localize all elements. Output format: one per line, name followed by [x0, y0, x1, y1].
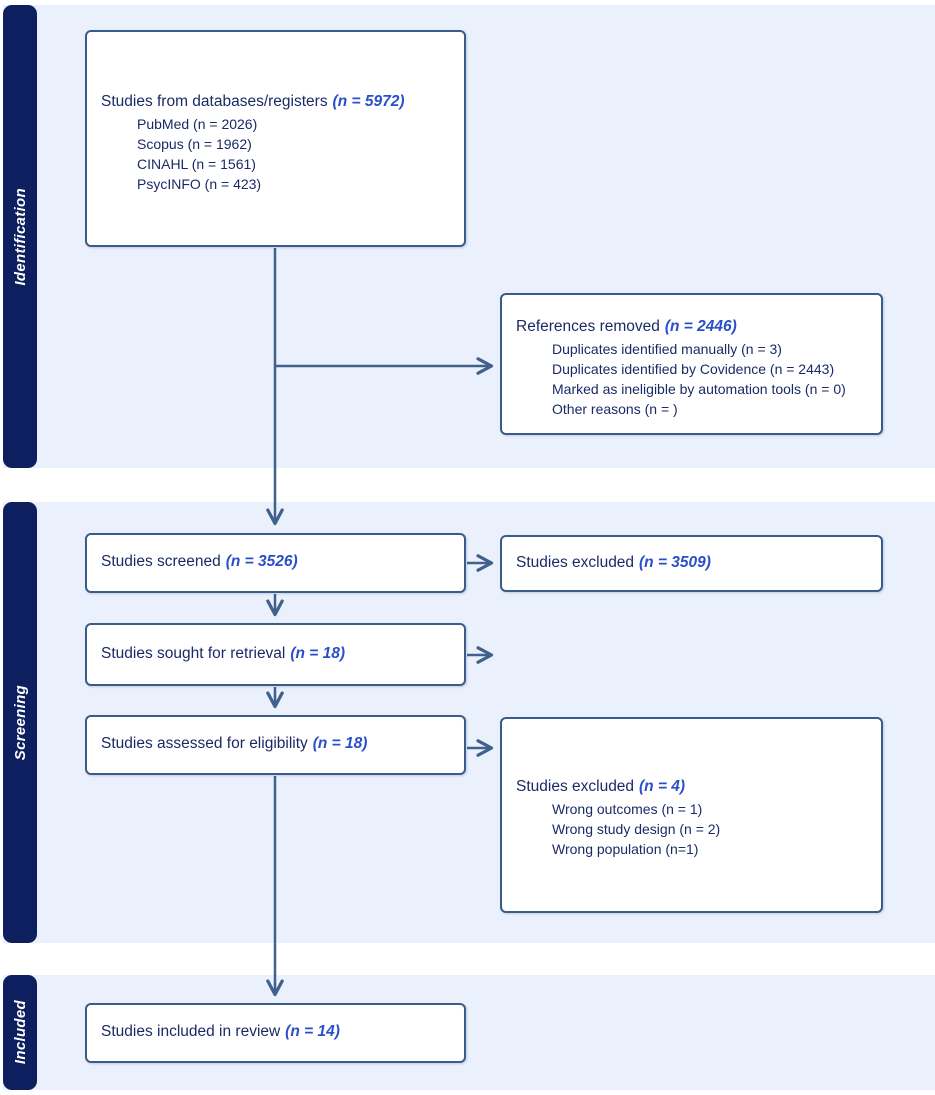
- box-title: [101, 552, 298, 572]
- box-title: [101, 734, 367, 754]
- box-studies-included: [85, 1003, 466, 1063]
- box-title-text: Studies assessed for eligibility: [101, 735, 308, 752]
- detail-line: CINAHL (n = 1561): [137, 156, 256, 172]
- stage-tab-included: [3, 975, 37, 1090]
- stage-label-screening: Screening: [11, 684, 29, 761]
- detail-line: Wrong outcomes (n = 1): [552, 801, 703, 817]
- box-title-text: Studies screened: [101, 553, 221, 570]
- box-title-text: Studies excluded: [516, 553, 635, 571]
- box-title-text: Studies sought for retrieval: [101, 644, 286, 662]
- box-studies-excluded-screening: [500, 535, 883, 592]
- detail-line: Duplicates identified by Covidence (n = 2443): [552, 361, 835, 377]
- box-count: (n = 5972): [332, 93, 405, 110]
- detail-line: Wrong population (n=1): [552, 841, 699, 857]
- stage-label-identification: Identification: [11, 187, 29, 286]
- detail-line: Wrong study design (n = 2): [552, 821, 721, 837]
- box-title: [516, 777, 867, 797]
- box-title-text: Studies excluded: [516, 778, 635, 795]
- box-title: [101, 1022, 340, 1042]
- detail-line: PubMed (n = 2026): [137, 116, 258, 132]
- detail-line: PsycINFO (n = 423): [137, 176, 262, 192]
- box-count: (n = 4): [639, 778, 686, 795]
- box-studies-from-databases: [85, 30, 466, 247]
- detail-line: Other reasons (n = ): [552, 401, 678, 417]
- box-studies-excluded-eligibility: [500, 717, 883, 913]
- stage-label-included: Included: [11, 1000, 29, 1065]
- box-title-text: References removed: [516, 318, 660, 335]
- box-count: (n = 2446): [664, 318, 737, 335]
- box-title-text: Studies from databases/registers: [101, 93, 328, 110]
- box-count: (n = 18): [312, 735, 368, 752]
- box-count: (n = 14): [285, 1023, 340, 1040]
- box-title: [516, 553, 711, 573]
- stage-tab-identification: [3, 5, 37, 468]
- detail-line: Marked as ineligible by automation tools (n = 0): [552, 381, 846, 397]
- box-count: (n = 18): [290, 644, 346, 662]
- box-title: [101, 92, 450, 112]
- detail-line: Scopus (n = 1962): [137, 136, 252, 152]
- box-references-removed: [500, 293, 883, 435]
- detail-line: Duplicates identified manually (n = 3): [552, 341, 782, 357]
- box-studies-screened: [85, 533, 466, 593]
- box-studies-assessed: [85, 715, 466, 775]
- box-count: (n = 3509): [639, 553, 711, 571]
- stage-tab-screening: [3, 502, 37, 943]
- box-title: [101, 644, 345, 664]
- box-title: [516, 317, 867, 337]
- box-studies-sought: [85, 623, 466, 686]
- box-title-text: Studies included in review: [101, 1023, 281, 1040]
- box-count: (n = 3526): [225, 553, 298, 570]
